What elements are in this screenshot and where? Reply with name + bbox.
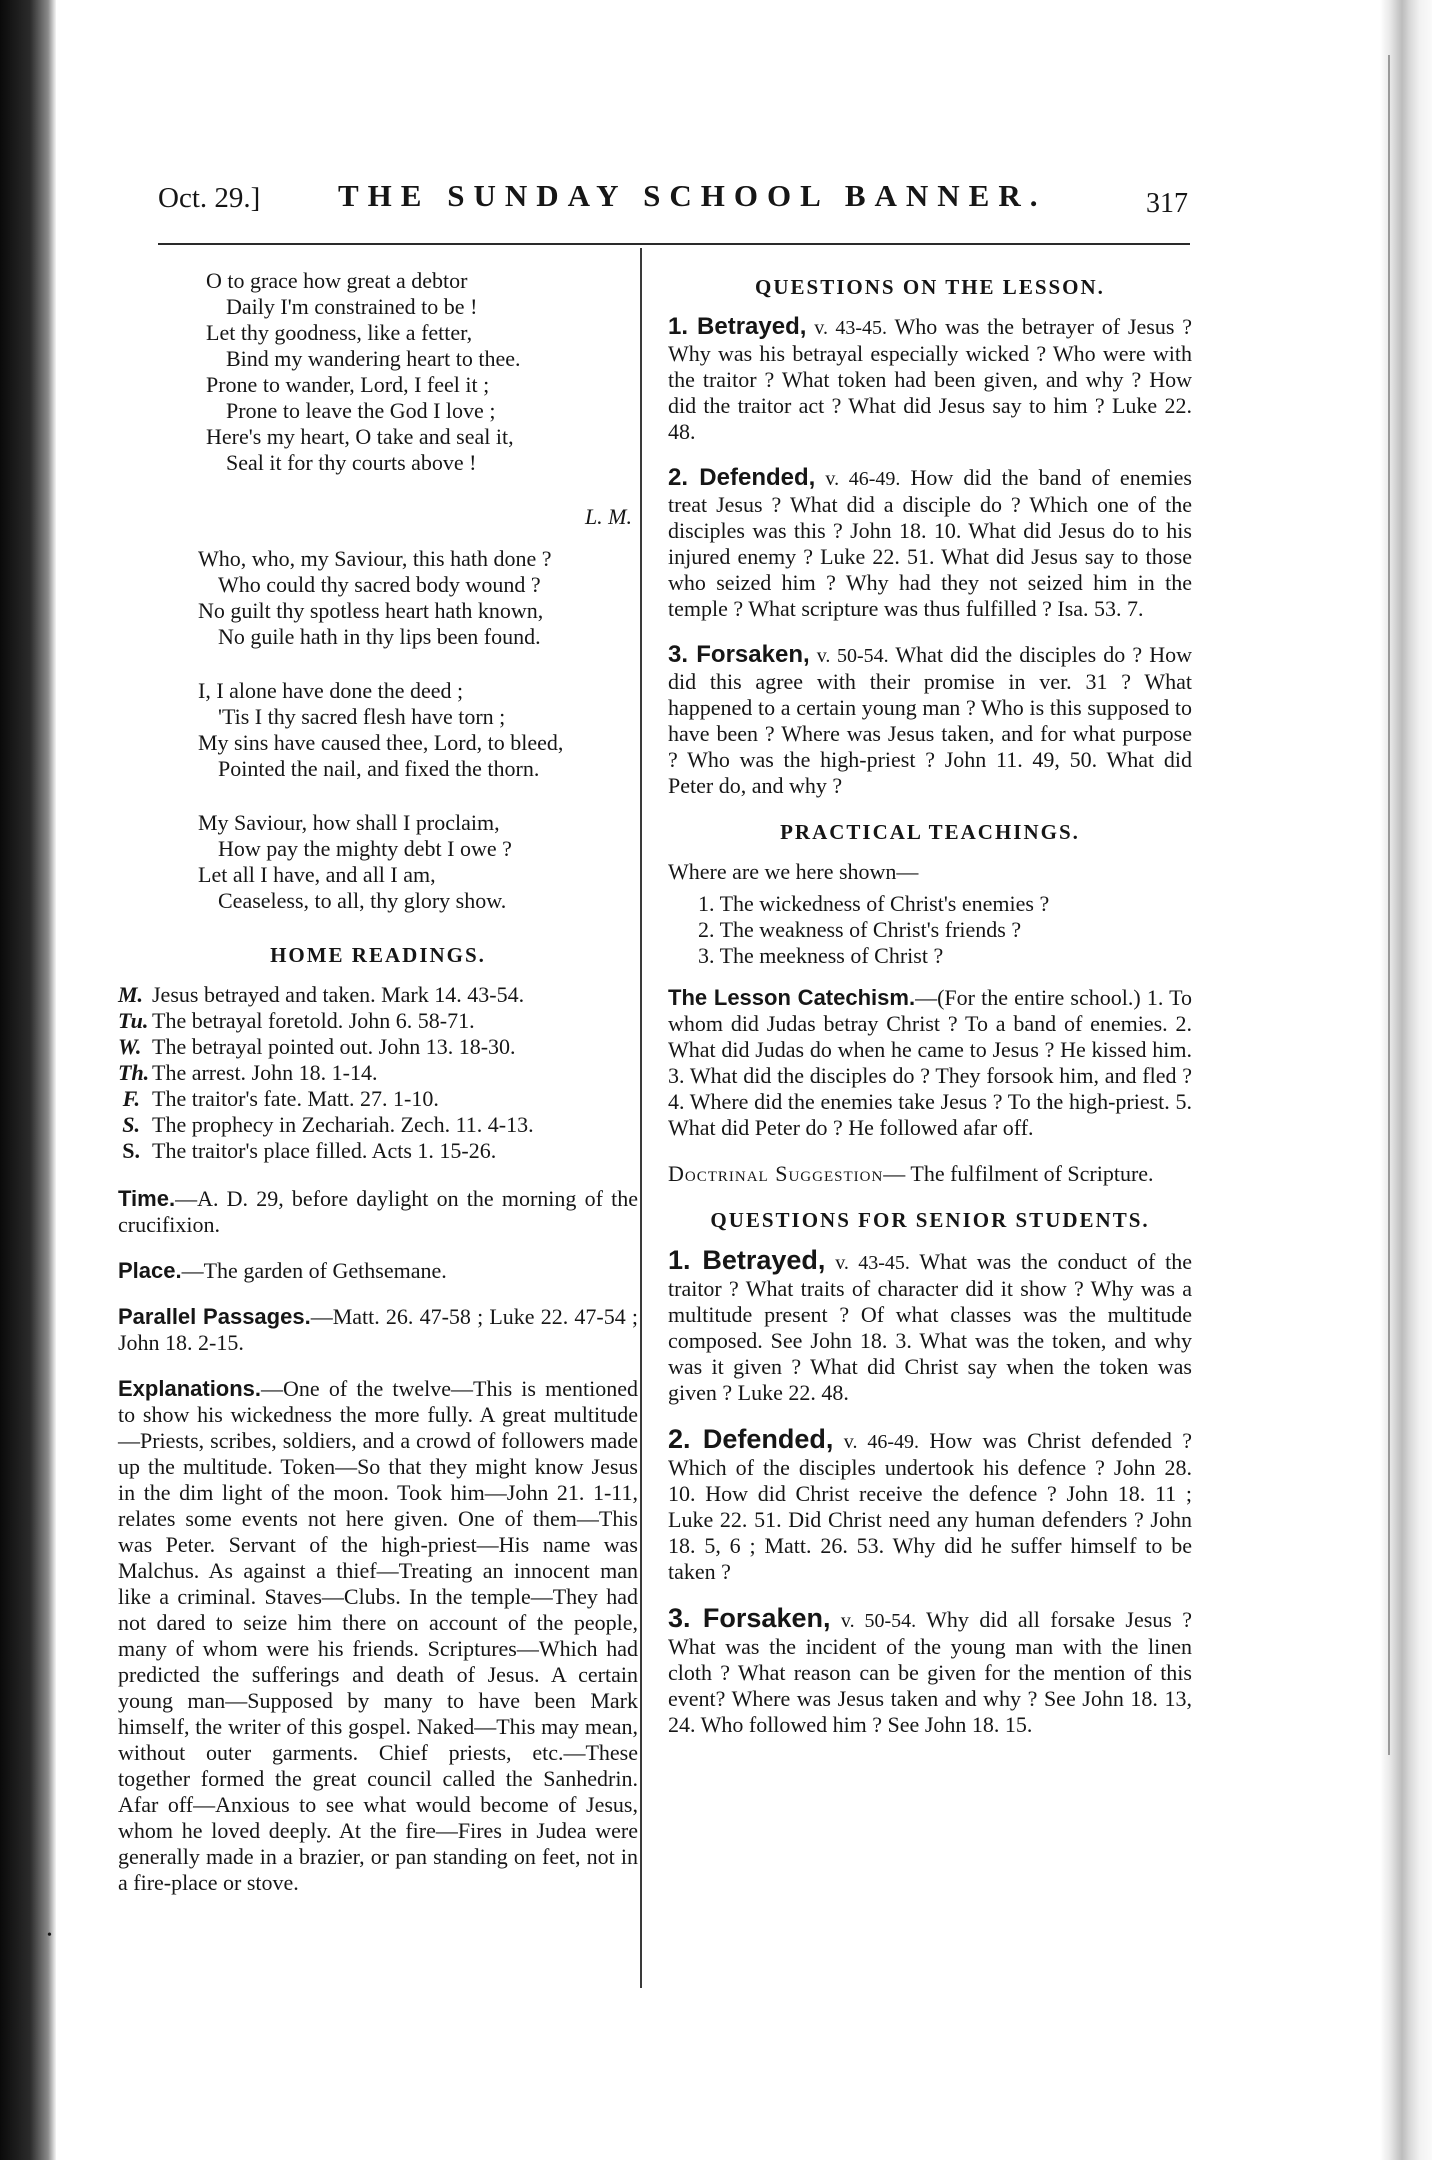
left-column <box>118 268 638 1916</box>
parallel-paragraph <box>118 1304 638 1356</box>
questions-senior-title: QUESTIONS FOR SENIOR STUDENTS. <box>710 1208 1150 1232</box>
column-divider <box>640 248 642 1988</box>
hymn-line: Let thy goodness, like a fetter, <box>206 320 473 345</box>
explanations-label: Explanations. <box>118 1376 262 1401</box>
hymn-line: 'Tis I thy sacred flesh have torn ; <box>218 704 506 729</box>
doctrinal-paragraph <box>668 1161 1192 1187</box>
page-left-edge <box>0 0 56 2160</box>
hymn-stanza-4 <box>118 810 638 914</box>
catechism-text: —(For the entire school.) 1. To whom did Judas betray Christ ? To a band of enemies. 2. What did Judas do when he came to Jesus ? He kissed him. 3. What did the disciples do ? They forsook him, and fled ? 4. Where did the enemies take Jesus ? To the high-priest. 5. What did Peter do ? He followed afar off. <box>668 985 1192 1140</box>
question-block: 1. Betrayed, v. 43-45. Who was the betrayer of Jesus ? Why was his betrayal especially wicked ? Who were with the traitor ? What token had been given, and why ? How did the traitor act ? What did Jesus say to him ? Luke 22. 48. <box>668 313 1192 444</box>
hymn-line: Who, who, my Saviour, this hath done ? <box>198 546 552 571</box>
question-block: 2. Defended, v. 46-49. How did the band of enemies treat Jesus ? What did a disciple do ? Which one of the disciples was this ? John 18. 10. What did Jesus do to his injured enemy ? Luke 22. 51. What did Jesus say to those who seized him ? Why had they not seized him in the temple ? What scripture was thus fulfilled ? Isa. 53. 7. <box>668 464 1192 621</box>
hymn-line: Here's my heart, O take and seal it, <box>206 424 514 449</box>
running-header <box>158 178 1188 228</box>
page-fold-line <box>1388 55 1390 1755</box>
hymn-line: Seal it for thy courts above ! <box>226 450 477 475</box>
hymn-line: Daily I'm constrained to be ! <box>226 294 478 319</box>
right-column <box>668 268 1192 1758</box>
explanations-paragraph <box>118 1376 638 1896</box>
questions-lesson-title: QUESTIONS ON THE LESSON. <box>755 275 1105 299</box>
home-readings-title: HOME READINGS. <box>270 943 486 967</box>
hymn-line: My Saviour, how shall I proclaim, <box>198 810 500 835</box>
page-number: 317 <box>1146 188 1188 219</box>
hymn-line: Bind my wandering heart to thee. <box>226 346 521 371</box>
time-label: Time. <box>118 1186 176 1211</box>
hymn-line: Ceaseless, to all, thy glory show. <box>218 888 507 913</box>
hymn-line: Prone to leave the God I love ; <box>226 398 496 423</box>
practical-item: 2. The weakness of Christ's friends ? <box>698 917 1022 942</box>
hymn-line: O to grace how great a debtor <box>206 268 468 293</box>
hymn-line: My sins have caused thee, Lord, to bleed, <box>198 730 564 755</box>
practical-teachings-title: PRACTICAL TEACHINGS. <box>780 820 1080 844</box>
hymn-line: Who could thy sacred body wound ? <box>218 572 541 597</box>
hymn-stanza-2 <box>118 546 638 650</box>
practical-item: 1. The wickedness of Christ's enemies ? <box>698 891 1050 916</box>
reading-item: W. The betrayal pointed out. John 13. 18-30. <box>118 1034 516 1059</box>
doctrinal-label: Doctrinal Suggestion <box>668 1161 884 1186</box>
time-paragraph <box>118 1186 638 1238</box>
hymn-line: Prone to wander, Lord, I feel it ; <box>206 372 490 397</box>
parallel-label: Parallel Passages. <box>118 1304 311 1329</box>
header-title: THE SUNDAY SCHOOL BANNER. <box>338 178 1047 213</box>
margin-dot: • <box>47 1928 52 1943</box>
hymn-meter: L. M. <box>584 504 632 529</box>
senior-question-block: 3. Forsaken, v. 50-54. Why did all forsake Jesus ? What was the incident of the young man with the linen cloth ? What reason can be given for the mention of this event? Where was Jesus taken and why ? See John 18. 13, 24. Who followed him ? See John 18. 15. <box>668 1603 1193 1737</box>
reading-item: Th. The arrest. John 18. 1-14. <box>118 1060 378 1085</box>
practical-list <box>698 891 1192 969</box>
header-rule <box>158 243 1190 245</box>
hymn-line: Pointed the nail, and fixed the thorn. <box>218 756 540 781</box>
place-text: —The garden of Gethsemane. <box>181 1258 447 1283</box>
header-date: Oct. 29.] <box>158 182 261 214</box>
parallel-text: —Matt. 26. 47-58 ; Luke 22. 47-54 ; John 18. 2-15. <box>118 1304 638 1355</box>
reading-item: F. The traitor's fate. Matt. 27. 1-10. <box>122 1086 439 1111</box>
catechism-label: The Lesson Catechism. <box>668 985 916 1010</box>
reading-item: S. The prophecy in Zechariah. Zech. 11. 4-13. <box>122 1112 534 1137</box>
hymn-stanza-3 <box>118 678 638 782</box>
place-paragraph <box>118 1258 638 1284</box>
hymn-stanza-1 <box>118 268 638 476</box>
explanations-text: —One of the twelve—This is mentioned to show his wickedness the more fully. A great multitude—Priests, scribes, soldiers, and a crowd of followers made up the multitude. Token—So that they might know Jesus in the dim light of the moon. Took him—John 21. 1-11, relates some events not here given. One of them—This was Peter. Servant of the high-priest—His name was Malchus. As against a thief—Treating an innocent man like a criminal. Staves—Clubs. In the temple—They had not dared to seize him there on account of the people, many of whom were his friends. Scriptures—Which had predicted the sufferings and death of Jesus. A certain young man—Supposed by many to have been Mark himself, the writer of this gospel. Naked—This may mean, without outer garments. Chief priests, etc.—These together formed the great council called the Sanhedrin. Afar off—Anxious to see what would become of Jesus, whom he loved deeply. At the fire—Fires in Judea were generally made in a brazier, or pan standing on feet, not in a fire-place or stove. <box>118 1376 638 1895</box>
reading-item: Tu. The betrayal foretold. John 6. 58-71. <box>118 1008 475 1033</box>
hymn-line: No guile hath in thy lips been found. <box>218 624 541 649</box>
home-readings-list <box>118 982 638 1164</box>
practical-item: 3. The meekness of Christ ? <box>698 943 944 968</box>
time-text: —A. D. 29, before daylight on the morning of the crucifixion. <box>118 1186 638 1237</box>
doctrinal-text: — The fulfilment of Scripture. <box>883 1161 1154 1186</box>
reading-item: S. The traitor's place filled. Acts 1. 15-26. <box>122 1138 497 1163</box>
hymn-line: No guilt thy spotless heart hath known, <box>198 598 544 623</box>
hymn-line: I, I alone have done the deed ; <box>198 678 464 703</box>
practical-intro: Where are we here shown— <box>668 859 919 884</box>
reading-item: M. Jesus betrayed and taken. Mark 14. 43-54. <box>118 982 525 1007</box>
catechism-paragraph <box>668 985 1192 1141</box>
place-label: Place. <box>118 1258 182 1283</box>
senior-question-block: 2. Defended, v. 46-49. How was Christ defended ? Which of the disciples undertook his defence ? John 28. 10. How did Christ receive the defence ? John 18. 11 ; Luke 22. 51. Did Christ need any human defenders ? John 18. 5, 6 ; Matt. 26. 53. Why did he suffer himself to be taken ? <box>668 1424 1193 1584</box>
hymn-line: Let all I have, and all I am, <box>198 862 436 887</box>
question-block: 3. Forsaken, v. 50-54. What did the disciples do ? How did this agree with their promise in ver. 31 ? What happened to a certain young man ? Who is this supposed to have been ? Where was Jesus taken, and for what purpose ? Who was the high-priest ? John 11. 49, 50. What did Peter do, and why ? <box>668 641 1192 798</box>
senior-question-block: 1. Betrayed, v. 43-45. What was the conduct of the traitor ? What traits of character did it show ? Why was a multitude present ? Of what classes was the multitude composed. See John 18. 3. What was the token, and why was it given ? What did Christ say when the token was given ? Luke 22. 48. <box>668 1245 1193 1405</box>
hymn-line: How pay the mighty debt I owe ? <box>218 836 512 861</box>
